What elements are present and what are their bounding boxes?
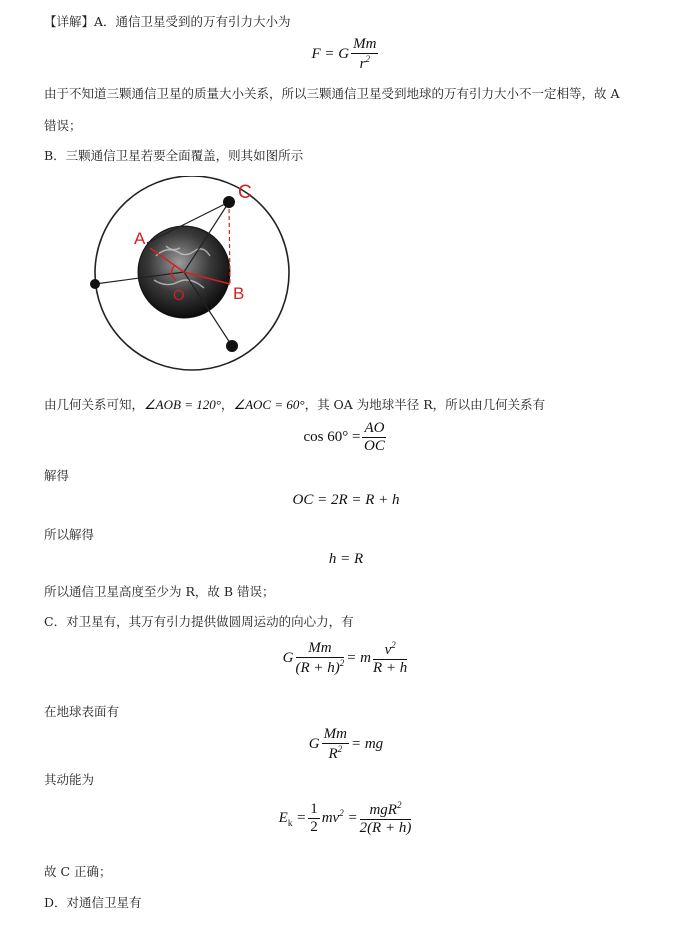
text-line-5 [44, 395, 545, 413]
formula-surface-fraction [322, 726, 349, 764]
formula-gravity-lhs: F = G [311, 46, 350, 63]
formula-centripetal-left-num: Mm [296, 640, 345, 658]
text-line-2: 由于不知道三颗通信卫星的质量大小关系，所以三颗通信卫星受到地球的万有引力大小不一定相等，故 A [44, 86, 620, 101]
formula-kinetic-e: E [278, 810, 288, 827]
text-line-1: 【详解】A．通信卫星受到的万有引力大小为 [44, 14, 291, 29]
formula-surface-g: G [308, 736, 320, 753]
formula-kinetic-right-num-exp: 2 [396, 800, 402, 810]
formula-centripetal-g: G [282, 650, 294, 667]
formula-kinetic-half [308, 801, 320, 837]
text-line-10: 在地球表面有 [44, 704, 120, 719]
figure-label-C: C [238, 182, 252, 203]
formula-gravity-den-base: r [359, 56, 366, 73]
formula-kinetic-sub: k [287, 818, 293, 829]
text-line-13: D．对通信卫星有 [44, 895, 142, 910]
formula-gravity-den [351, 54, 378, 73]
formula-gravity-fraction [351, 36, 378, 74]
figure-label-A: A [134, 229, 146, 248]
text-line-12: 故 C 正确； [44, 864, 112, 879]
satellite-coverage-figure [84, 176, 304, 376]
text-line-8: 所以通信卫星高度至少为 R，故 B 错误； [44, 584, 275, 599]
formula-centripetal-left-fraction [296, 640, 345, 678]
formula-kinetic-right-fraction [360, 800, 412, 838]
figure-label-B: B [233, 284, 245, 303]
text-line-4: B．三颗通信卫星若要全面覆盖，则其如图所示 [44, 148, 304, 163]
formula-centripetal-left-den-exp: 2 [339, 658, 345, 669]
text-line-5-c: ， [220, 397, 234, 412]
formula-kinetic-right-num [360, 800, 412, 820]
formula-surface-den-base: R [328, 746, 338, 763]
formula-centripetal [0, 640, 692, 678]
formula-centripetal-right-num [373, 640, 407, 660]
formula-kinetic-mv: mv [321, 810, 340, 827]
formula-gravity-den-exp: 2 [365, 54, 370, 65]
formula-surface-den [322, 744, 349, 763]
formula-centripetal-left-den-base: (R + h) [295, 660, 340, 677]
formula-surface [0, 726, 692, 764]
formula-centripetal-left-den [296, 658, 345, 677]
formula-cos-den: OC [364, 438, 385, 455]
text-line-7: 所以解得 [44, 527, 95, 542]
text-line-11: 其动能为 [44, 772, 95, 787]
text-line-5-a: 由几何关系可知， [44, 397, 145, 412]
formula-cos-fraction [362, 420, 386, 456]
figure-label-O: O [173, 287, 185, 304]
formula-kinetic-mv-exp: 2 [339, 808, 344, 819]
formula-kinetic-half-num: 1 [308, 801, 320, 819]
satellite-left [90, 279, 100, 289]
formula-surface-rhs: = mg [350, 736, 384, 753]
satellite-bottom [226, 340, 238, 352]
text-line-5-e: ，其 OA 为地球半径 R，所以由几何关系有 [304, 397, 546, 412]
formula-kinetic-right-num-base: mgR [369, 802, 397, 818]
formula-centripetal-right-fraction [373, 640, 407, 678]
text-line-6: 解得 [44, 468, 70, 483]
formula-gravity [0, 36, 692, 74]
formula-h: h = R [328, 551, 364, 567]
formula-surface-den-exp: 2 [337, 744, 343, 755]
angle-aoc: ∠AOC = 60° [233, 397, 305, 412]
formula-kinetic [0, 800, 692, 838]
formula-centripetal-eq: = m [346, 650, 372, 667]
formula-kinetic-right-den: 2(R + h) [359, 820, 412, 837]
formula-centripetal-right-num-base: v [384, 642, 392, 658]
formula-centripetal-right-num-exp: 2 [391, 640, 396, 650]
formula-cos-num: AO [362, 420, 386, 438]
formula-oc: OC = 2R = R + h [292, 492, 400, 508]
satellite-C [223, 196, 235, 208]
formula-cos [0, 420, 692, 456]
text-line-9: C．对卫星有，其万有引力提供做圆周运动的向心力，有 [44, 614, 354, 629]
formula-kinetic-half-den: 2 [310, 819, 318, 836]
formula-kinetic-eq1: = [296, 810, 307, 827]
formula-surface-num: Mm [322, 726, 349, 744]
text-line-3: 错误； [44, 118, 82, 133]
formula-centripetal-right-den: R + h [373, 660, 408, 677]
formula-cos-lhs: cos 60° = [303, 429, 361, 446]
formula-gravity-num: Mm [351, 36, 378, 54]
angle-aob: ∠AOB = 120° [144, 397, 221, 412]
formula-kinetic-eq2: = [347, 810, 358, 827]
